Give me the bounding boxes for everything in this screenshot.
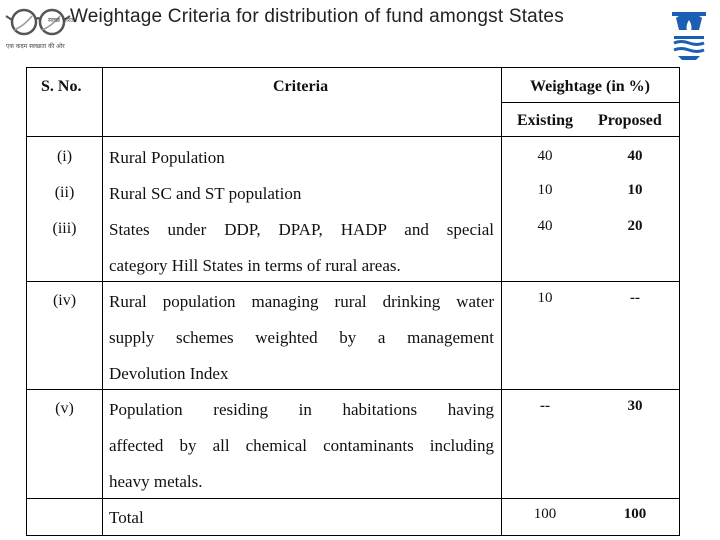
total-label: Total: [109, 508, 144, 527]
row-5-existing: --: [540, 398, 550, 414]
row-3-criteria-line-2: category Hill States in terms of rural areas.: [109, 256, 401, 275]
header-existing: Existing: [517, 112, 574, 129]
row-5-sno: (v): [55, 400, 74, 417]
logo-left-subcaption: एक कदम स्वच्छता की ओर: [6, 43, 65, 50]
row-3-sno: (iii): [52, 220, 77, 237]
row-3-criteria-line-1: States under DDP, DPAP, HADP and special: [109, 220, 494, 239]
weightage-table: [26, 67, 680, 536]
page-title: Weightage Criteria for distribution of fund amongst States: [70, 6, 564, 27]
row-4-criteria-line-1: Rural population managing rural drinking water: [109, 292, 494, 311]
row-3-proposed: 20: [627, 218, 643, 234]
col-divider: [102, 68, 103, 535]
row-5-criteria-line-2: affected by all chemical contaminants including: [109, 436, 494, 455]
row-5-criteria-line-3: heavy metals.: [109, 472, 203, 491]
row-2-existing: 10: [537, 182, 553, 198]
row-divider: [27, 389, 679, 390]
row-4-sno: (iv): [52, 292, 77, 309]
header-sno: S. No.: [41, 78, 82, 95]
logo-left-caption: स्वच्छ भारत: [48, 17, 74, 24]
row-2-proposed: 10: [627, 182, 643, 198]
row-2-criteria: Rural SC and ST population: [109, 184, 302, 203]
row-1-proposed: 40: [627, 148, 643, 164]
row-5-criteria-line-1: Population residing in habitations having: [109, 400, 494, 419]
col-divider: [501, 68, 502, 535]
emblem-logo: [666, 6, 712, 62]
header-criteria: Criteria: [273, 78, 329, 95]
row-4-proposed: --: [630, 290, 640, 306]
header-bottom-border: [27, 136, 679, 137]
row-4-criteria-line-3: Devolution Index: [109, 364, 229, 383]
total-existing: 100: [533, 506, 557, 522]
row-3-existing: 40: [537, 218, 553, 234]
row-divider: [27, 498, 679, 499]
row-4-criteria-line-2: supply schemes weighted by a management: [109, 328, 494, 347]
header-divider: [501, 102, 679, 103]
row-1-existing: 40: [537, 148, 553, 164]
row-1-criteria: Rural Population: [109, 148, 225, 167]
row-5-proposed: 30: [627, 398, 643, 414]
row-divider: [27, 281, 679, 282]
header-proposed: Proposed: [598, 112, 662, 129]
header-weightage: Weightage (in %): [530, 78, 650, 95]
row-4-existing: 10: [537, 290, 553, 306]
row-1-sno: (i): [56, 148, 73, 165]
total-proposed: 100: [623, 506, 647, 522]
swachh-bharat-logo: [4, 4, 74, 56]
row-2-sno: (ii): [54, 184, 75, 201]
